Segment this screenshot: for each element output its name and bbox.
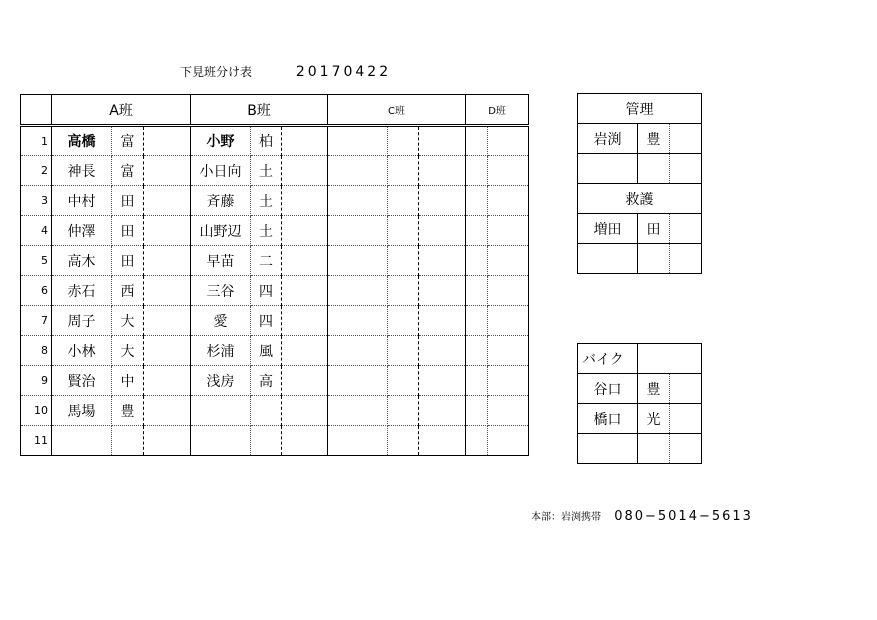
a-member-extra bbox=[144, 246, 191, 276]
b-member-initial bbox=[251, 396, 282, 426]
row-number: 9 bbox=[21, 366, 52, 396]
group-table bbox=[20, 94, 529, 456]
c-member-initial bbox=[388, 186, 419, 216]
b-member-name: 小日向 bbox=[191, 156, 251, 186]
c-member-extra bbox=[419, 336, 466, 366]
kyugo-empty-row bbox=[578, 244, 702, 274]
footer-label: 本部：岩渕携帯 bbox=[531, 512, 601, 523]
c-member-name bbox=[328, 186, 388, 216]
c-member-name bbox=[328, 396, 388, 426]
a-member-extra bbox=[144, 426, 191, 456]
b-member-initial: 土 bbox=[251, 216, 282, 246]
c-member-initial bbox=[388, 306, 419, 336]
kanri-extra bbox=[670, 124, 702, 154]
c-member-initial bbox=[388, 156, 419, 186]
a-member-initial: 田 bbox=[112, 246, 144, 276]
b-member-extra bbox=[282, 186, 328, 216]
d-member-name bbox=[466, 156, 488, 186]
kanri-empty-name bbox=[578, 154, 638, 184]
c-member-extra bbox=[419, 246, 466, 276]
c-member-name bbox=[328, 156, 388, 186]
table-row bbox=[21, 156, 529, 186]
kyugo-row bbox=[578, 214, 702, 244]
kyugo-empty-name bbox=[578, 244, 638, 274]
row-number: 11 bbox=[21, 426, 52, 456]
footer-contact bbox=[531, 508, 753, 524]
kanri-empty-init bbox=[638, 154, 670, 184]
b-member-extra bbox=[282, 426, 328, 456]
d-member-extra bbox=[488, 216, 529, 246]
row-number: 7 bbox=[21, 306, 52, 336]
d-member-extra bbox=[488, 246, 529, 276]
a-member-extra bbox=[144, 216, 191, 246]
table-row bbox=[21, 366, 529, 396]
c-member-extra bbox=[419, 396, 466, 426]
bike-extra bbox=[670, 374, 702, 404]
bike-row bbox=[578, 374, 702, 404]
bike-init: 光 bbox=[638, 404, 670, 434]
a-member-extra bbox=[144, 336, 191, 366]
kanri-label: 管理 bbox=[578, 94, 702, 124]
b-member-name: 三谷 bbox=[191, 276, 251, 306]
d-member-name bbox=[466, 396, 488, 426]
a-member-name bbox=[52, 426, 112, 456]
bike-header-row bbox=[578, 344, 702, 374]
row-number: 3 bbox=[21, 186, 52, 216]
c-member-initial bbox=[388, 216, 419, 246]
d-member-extra bbox=[488, 156, 529, 186]
bike-label: バイク bbox=[578, 344, 638, 374]
a-member-initial: 西 bbox=[112, 276, 144, 306]
a-member-extra bbox=[144, 306, 191, 336]
c-member-name bbox=[328, 366, 388, 396]
b-member-name: 早苗 bbox=[191, 246, 251, 276]
c-member-extra bbox=[419, 276, 466, 306]
b-member-initial: 土 bbox=[251, 156, 282, 186]
row-number: 4 bbox=[21, 216, 52, 246]
c-member-name bbox=[328, 306, 388, 336]
row-number: 8 bbox=[21, 336, 52, 366]
kanri-name: 岩渕 bbox=[578, 124, 638, 154]
c-member-name bbox=[328, 216, 388, 246]
b-member-extra bbox=[282, 216, 328, 246]
a-member-initial: 富 bbox=[112, 126, 144, 156]
b-member-initial: 柏 bbox=[251, 126, 282, 156]
d-member-extra bbox=[488, 366, 529, 396]
a-member-extra bbox=[144, 126, 191, 156]
row-number: 6 bbox=[21, 276, 52, 306]
d-member-extra bbox=[488, 336, 529, 366]
d-member-name bbox=[466, 276, 488, 306]
d-member-name bbox=[466, 426, 488, 456]
bike-extra bbox=[670, 404, 702, 434]
c-member-name bbox=[328, 336, 388, 366]
header-d-group: D班 bbox=[466, 95, 529, 126]
b-member-initial: 風 bbox=[251, 336, 282, 366]
c-member-extra bbox=[419, 126, 466, 156]
b-member-name: 斉藤 bbox=[191, 186, 251, 216]
a-member-extra bbox=[144, 396, 191, 426]
table-header-row bbox=[21, 95, 529, 126]
row-number: 10 bbox=[21, 396, 52, 426]
table-row bbox=[21, 306, 529, 336]
header-b-group: B班 bbox=[191, 95, 328, 126]
row-number: 5 bbox=[21, 246, 52, 276]
b-member-extra bbox=[282, 396, 328, 426]
b-member-extra bbox=[282, 246, 328, 276]
b-member-name: 愛 bbox=[191, 306, 251, 336]
b-member-name: 浅房 bbox=[191, 366, 251, 396]
a-member-name: 小林 bbox=[52, 336, 112, 366]
d-member-name bbox=[466, 366, 488, 396]
bike-name: 谷口 bbox=[578, 374, 638, 404]
b-member-initial: 土 bbox=[251, 186, 282, 216]
d-member-extra bbox=[488, 276, 529, 306]
c-member-name bbox=[328, 426, 388, 456]
kanri-row bbox=[578, 124, 702, 154]
kanri-header-row bbox=[578, 94, 702, 124]
bike-header-blank bbox=[638, 344, 702, 374]
bike-empty-row bbox=[578, 434, 702, 464]
d-member-extra bbox=[488, 186, 529, 216]
a-member-name: 賢治 bbox=[52, 366, 112, 396]
row-number: 1 bbox=[21, 126, 52, 156]
b-member-initial: 高 bbox=[251, 366, 282, 396]
d-member-name bbox=[466, 336, 488, 366]
a-member-name: 赤石 bbox=[52, 276, 112, 306]
a-member-extra bbox=[144, 156, 191, 186]
a-member-name: 周子 bbox=[52, 306, 112, 336]
c-member-name bbox=[328, 246, 388, 276]
b-member-initial: 二 bbox=[251, 246, 282, 276]
header-c-group: C班 bbox=[328, 95, 466, 126]
bike-init: 豊 bbox=[638, 374, 670, 404]
a-member-initial: 中 bbox=[112, 366, 144, 396]
table-row bbox=[21, 336, 529, 366]
b-member-name: 杉浦 bbox=[191, 336, 251, 366]
d-member-name bbox=[466, 216, 488, 246]
title-date: 20170422 bbox=[295, 64, 392, 80]
header-a-group: A班 bbox=[52, 95, 191, 126]
c-member-extra bbox=[419, 156, 466, 186]
d-member-name bbox=[466, 126, 488, 156]
b-member-name bbox=[191, 396, 251, 426]
footer-phone: 080−5014−5613 bbox=[614, 509, 753, 524]
kanri-empty-extra bbox=[670, 154, 702, 184]
kyugo-empty-extra bbox=[670, 244, 702, 274]
c-member-extra bbox=[419, 426, 466, 456]
c-member-initial bbox=[388, 246, 419, 276]
kyugo-name: 増田 bbox=[578, 214, 638, 244]
kyugo-header-row bbox=[578, 184, 702, 214]
table-row bbox=[21, 216, 529, 246]
a-member-initial: 大 bbox=[112, 336, 144, 366]
document-title bbox=[180, 63, 391, 80]
kyugo-init: 田 bbox=[638, 214, 670, 244]
b-member-name: 山野辺 bbox=[191, 216, 251, 246]
a-member-name: 神長 bbox=[52, 156, 112, 186]
c-member-initial bbox=[388, 396, 419, 426]
b-member-extra bbox=[282, 336, 328, 366]
a-member-extra bbox=[144, 276, 191, 306]
b-member-initial: 四 bbox=[251, 306, 282, 336]
a-member-initial: 田 bbox=[112, 216, 144, 246]
a-member-initial: 豊 bbox=[112, 396, 144, 426]
b-member-initial: 四 bbox=[251, 276, 282, 306]
b-member-extra bbox=[282, 306, 328, 336]
c-member-initial bbox=[388, 276, 419, 306]
table-row bbox=[21, 396, 529, 426]
staff-table bbox=[577, 93, 702, 274]
c-member-extra bbox=[419, 366, 466, 396]
a-member-initial bbox=[112, 426, 144, 456]
kanri-init: 豊 bbox=[638, 124, 670, 154]
d-member-extra bbox=[488, 426, 529, 456]
d-member-extra bbox=[488, 126, 529, 156]
table-row bbox=[21, 426, 529, 456]
bike-row bbox=[578, 404, 702, 434]
a-member-name: 仲澤 bbox=[52, 216, 112, 246]
table-row bbox=[21, 276, 529, 306]
d-member-extra bbox=[488, 396, 529, 426]
table-row bbox=[21, 186, 529, 216]
a-member-name: 中村 bbox=[52, 186, 112, 216]
d-member-name bbox=[466, 186, 488, 216]
row-number: 2 bbox=[21, 156, 52, 186]
b-member-initial bbox=[251, 426, 282, 456]
b-member-extra bbox=[282, 276, 328, 306]
d-member-name bbox=[466, 306, 488, 336]
b-member-name: 小野 bbox=[191, 126, 251, 156]
bike-name: 橋口 bbox=[578, 404, 638, 434]
bike-empty-init bbox=[638, 434, 670, 464]
a-member-name: 高木 bbox=[52, 246, 112, 276]
c-member-extra bbox=[419, 306, 466, 336]
bike-empty-name bbox=[578, 434, 638, 464]
kyugo-empty-init bbox=[638, 244, 670, 274]
c-member-initial bbox=[388, 336, 419, 366]
a-member-initial: 田 bbox=[112, 186, 144, 216]
d-member-name bbox=[466, 246, 488, 276]
b-member-extra bbox=[282, 156, 328, 186]
a-member-extra bbox=[144, 366, 191, 396]
d-member-extra bbox=[488, 306, 529, 336]
kyugo-label: 救護 bbox=[578, 184, 702, 214]
c-member-extra bbox=[419, 186, 466, 216]
c-member-initial bbox=[388, 366, 419, 396]
kyugo-extra bbox=[670, 214, 702, 244]
a-member-name: 馬場 bbox=[52, 396, 112, 426]
c-member-extra bbox=[419, 216, 466, 246]
a-member-initial: 大 bbox=[112, 306, 144, 336]
a-member-extra bbox=[144, 186, 191, 216]
kanri-empty-row bbox=[578, 154, 702, 184]
b-member-extra bbox=[282, 126, 328, 156]
c-member-name bbox=[328, 276, 388, 306]
a-member-name: 高橋 bbox=[52, 126, 112, 156]
header-number bbox=[21, 95, 52, 126]
b-member-name bbox=[191, 426, 251, 456]
a-member-initial: 富 bbox=[112, 156, 144, 186]
b-member-extra bbox=[282, 366, 328, 396]
table-row bbox=[21, 246, 529, 276]
table-row bbox=[21, 126, 529, 156]
c-member-name bbox=[328, 126, 388, 156]
c-member-initial bbox=[388, 426, 419, 456]
bike-empty-extra bbox=[670, 434, 702, 464]
c-member-initial bbox=[388, 126, 419, 156]
bike-table bbox=[577, 343, 702, 464]
title-text: 下見班分け表 bbox=[180, 65, 253, 79]
